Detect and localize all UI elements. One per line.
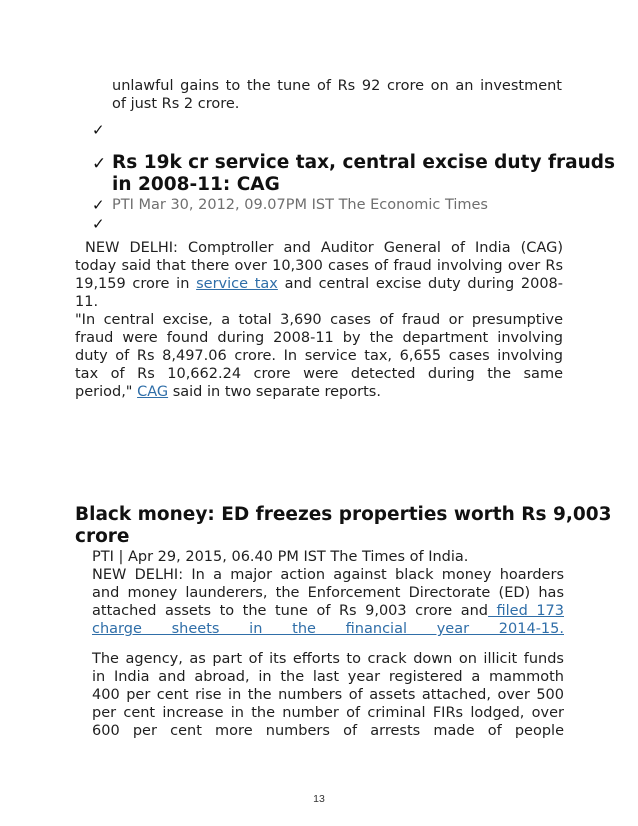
article-1-title-line-2: in 2008-11: CAG: [112, 174, 280, 195]
filed-charge-sheets-link[interactable]: filed 173: [488, 603, 564, 619]
article-2-byline: PTI | Apr 29, 2015, 06.40 PM IST The Times of India.: [92, 549, 469, 565]
article-2-para-1-line-2: and money launderers, the Enforcement Directorate (ED) has: [92, 585, 564, 601]
article-1-title-line-1: Rs 19k cr service tax, central excise duty frauds: [112, 152, 616, 173]
article-2-text: attached assets to the tune of Rs 9,003 crore and: [92, 603, 488, 619]
article-1-para-2-line-5: [75, 383, 381, 401]
article-1-para-1-line-4: 11.: [75, 294, 99, 310]
article-1-text: and central excise duty during 2008-: [284, 276, 564, 292]
article-2-para-2-line-1: The agency, as part of its efforts to crack down on illicit funds: [92, 651, 564, 667]
top-paragraph-line-2: of just Rs 2 crore.: [112, 96, 240, 112]
service-tax-link[interactable]: service tax: [196, 276, 278, 292]
article-1-byline: PTI Mar 30, 2012, 09.07PM IST The Economic Times: [112, 197, 488, 213]
article-1-text: 19,159 crore in: [75, 276, 197, 292]
article-2-para-1-line-4: [92, 620, 564, 638]
article-2-para-2-line-2: in India and abroad, in the last year registered a mammoth: [92, 669, 564, 685]
article-2-title-line-1: Black money: ED freezes properties worth Rs 9,003: [75, 504, 612, 525]
top-paragraph-line-1: unlawful gains to the tune of Rs 92 crore on an investment: [112, 78, 562, 94]
check-bullet-icon: ✓: [92, 121, 105, 139]
cag-link[interactable]: CAG: [137, 384, 169, 400]
article-2-para-2-line-3: 400 per cent rise in the numbers of assets attached, over 500: [92, 687, 564, 703]
article-1-text: period,": [75, 384, 138, 400]
article-2-title-line-2: crore: [75, 526, 130, 547]
article-2-para-2-line-5: 600 per cent more numbers of arrests made of people: [92, 723, 564, 739]
article-2-para-1-line-3: [92, 602, 564, 620]
article-1-para-1-line-3: [75, 275, 563, 293]
article-1-para-2-line-2: fraud were found during 2008-11 by the department involving: [75, 330, 563, 346]
article-2-para-1-line-1: NEW DELHI: In a major action against black money hoarders: [92, 567, 564, 583]
article-1-para-1-line-2: today said that there over 10,300 cases of fraud involving over Rs: [75, 258, 563, 274]
check-bullet-icon: ✓: [92, 154, 107, 174]
check-bullet-icon: ✓: [92, 215, 105, 233]
article-1-text: said in two separate reports.: [168, 384, 381, 400]
page-number: 13: [313, 793, 325, 805]
article-1-para-2-line-4: tax of Rs 10,662.24 crore were detected during the same: [75, 366, 563, 382]
article-1-para-2-line-3: duty of Rs 8,497.06 crore. In service tax, 6,655 cases involving: [75, 348, 563, 364]
article-1-para-2-line-1: "In central excise, a total 3,690 cases of fraud or presumptive: [75, 312, 563, 328]
filed-charge-sheets-link-continued[interactable]: charge sheets in the financial year 2014-15.: [92, 621, 564, 637]
article-1-para-1-line-1: NEW DELHI: Comptroller and Auditor General of India (CAG): [75, 240, 563, 256]
article-2-para-2-line-4: per cent increase in the number of criminal FIRs lodged, over: [92, 705, 564, 721]
check-bullet-icon: ✓: [92, 196, 105, 214]
